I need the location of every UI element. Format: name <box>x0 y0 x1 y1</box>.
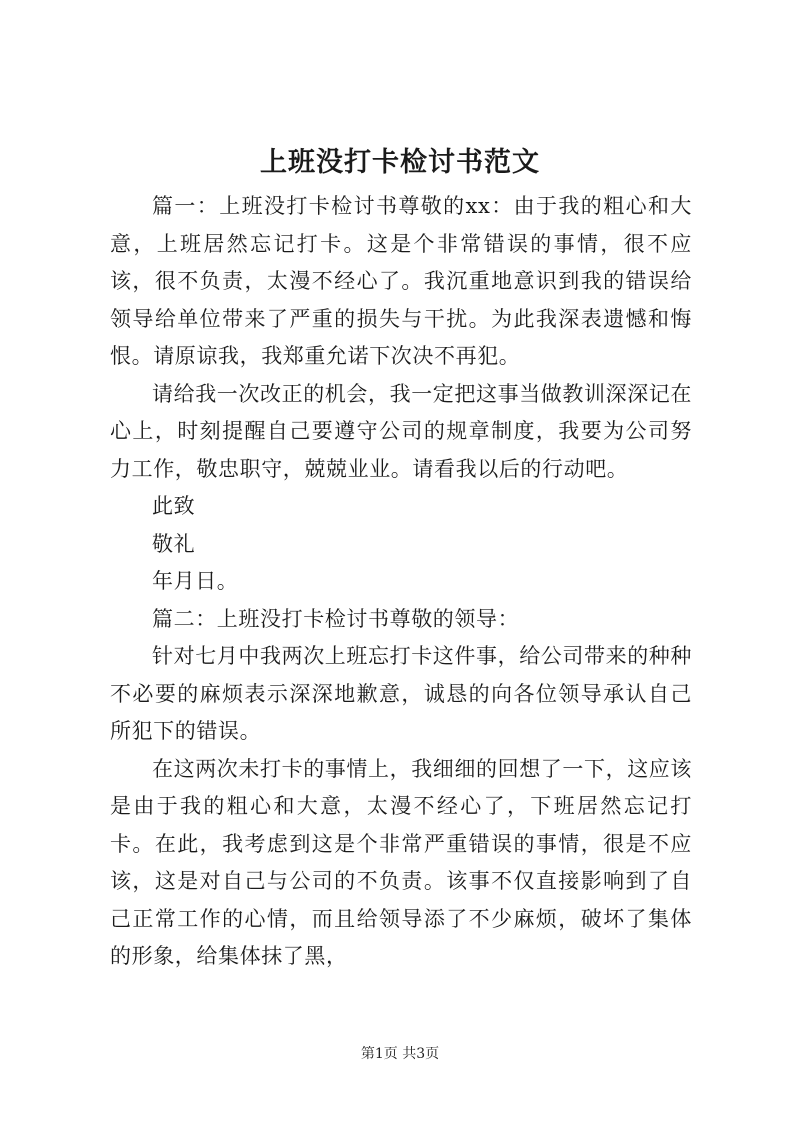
document-body <box>110 188 692 976</box>
page-footer: 第1页 共3页 <box>360 1046 440 1062</box>
paragraph: 请给我一次改正的机会，我一定把这事当做教训深深记在心上，时刻提醒自己要遵守公司的规章制度，我要为公司努力工作，敬忠职守，兢兢业业。请看我以后的行动吧。 <box>110 381 692 481</box>
paragraph: 篇一：上班没打卡检讨书尊敬的xx：由于我的粗心和大意，上班居然忘记打卡。这是个非常错误的事情，很不应该，很不负责，太漫不经心了。我沉重地意识到我的错误给领导给单位带来了严重的损失与干扰。为此我深表遗憾和悔恨。请原谅我，我郑重允诺下次决不再犯。 <box>110 194 692 368</box>
paragraph: 针对七月中我两次上班忘打卡这件事，给公司带来的种种不必要的麻烦表示深深地歉意，诚恳的向各位领导承认自己所犯下的错误。 <box>110 644 692 743</box>
closing-line: 敬礼 <box>152 531 196 556</box>
document-title: 上班没打卡检讨书范文 <box>260 147 540 178</box>
paragraph: 在这两次未打卡的事情上，我细细的回想了一下，这应该是由于我的粗心和大意，太漫不经心了，下班居然忘记打卡。在此，我考虑到这是个非常严重错误的事情，很是不应该，这是对自己与公司的不负责。该事不仅直接影响到了自己正常工作的心情，而且给领导添了不少麻烦，破坏了集体的形象，给集体抹了黑， <box>110 756 692 968</box>
section-heading: 篇二：上班没打卡检讨书尊敬的领导： <box>152 606 520 631</box>
closing-line: 此致 <box>152 494 196 518</box>
date-line: 年月日。 <box>152 569 239 593</box>
